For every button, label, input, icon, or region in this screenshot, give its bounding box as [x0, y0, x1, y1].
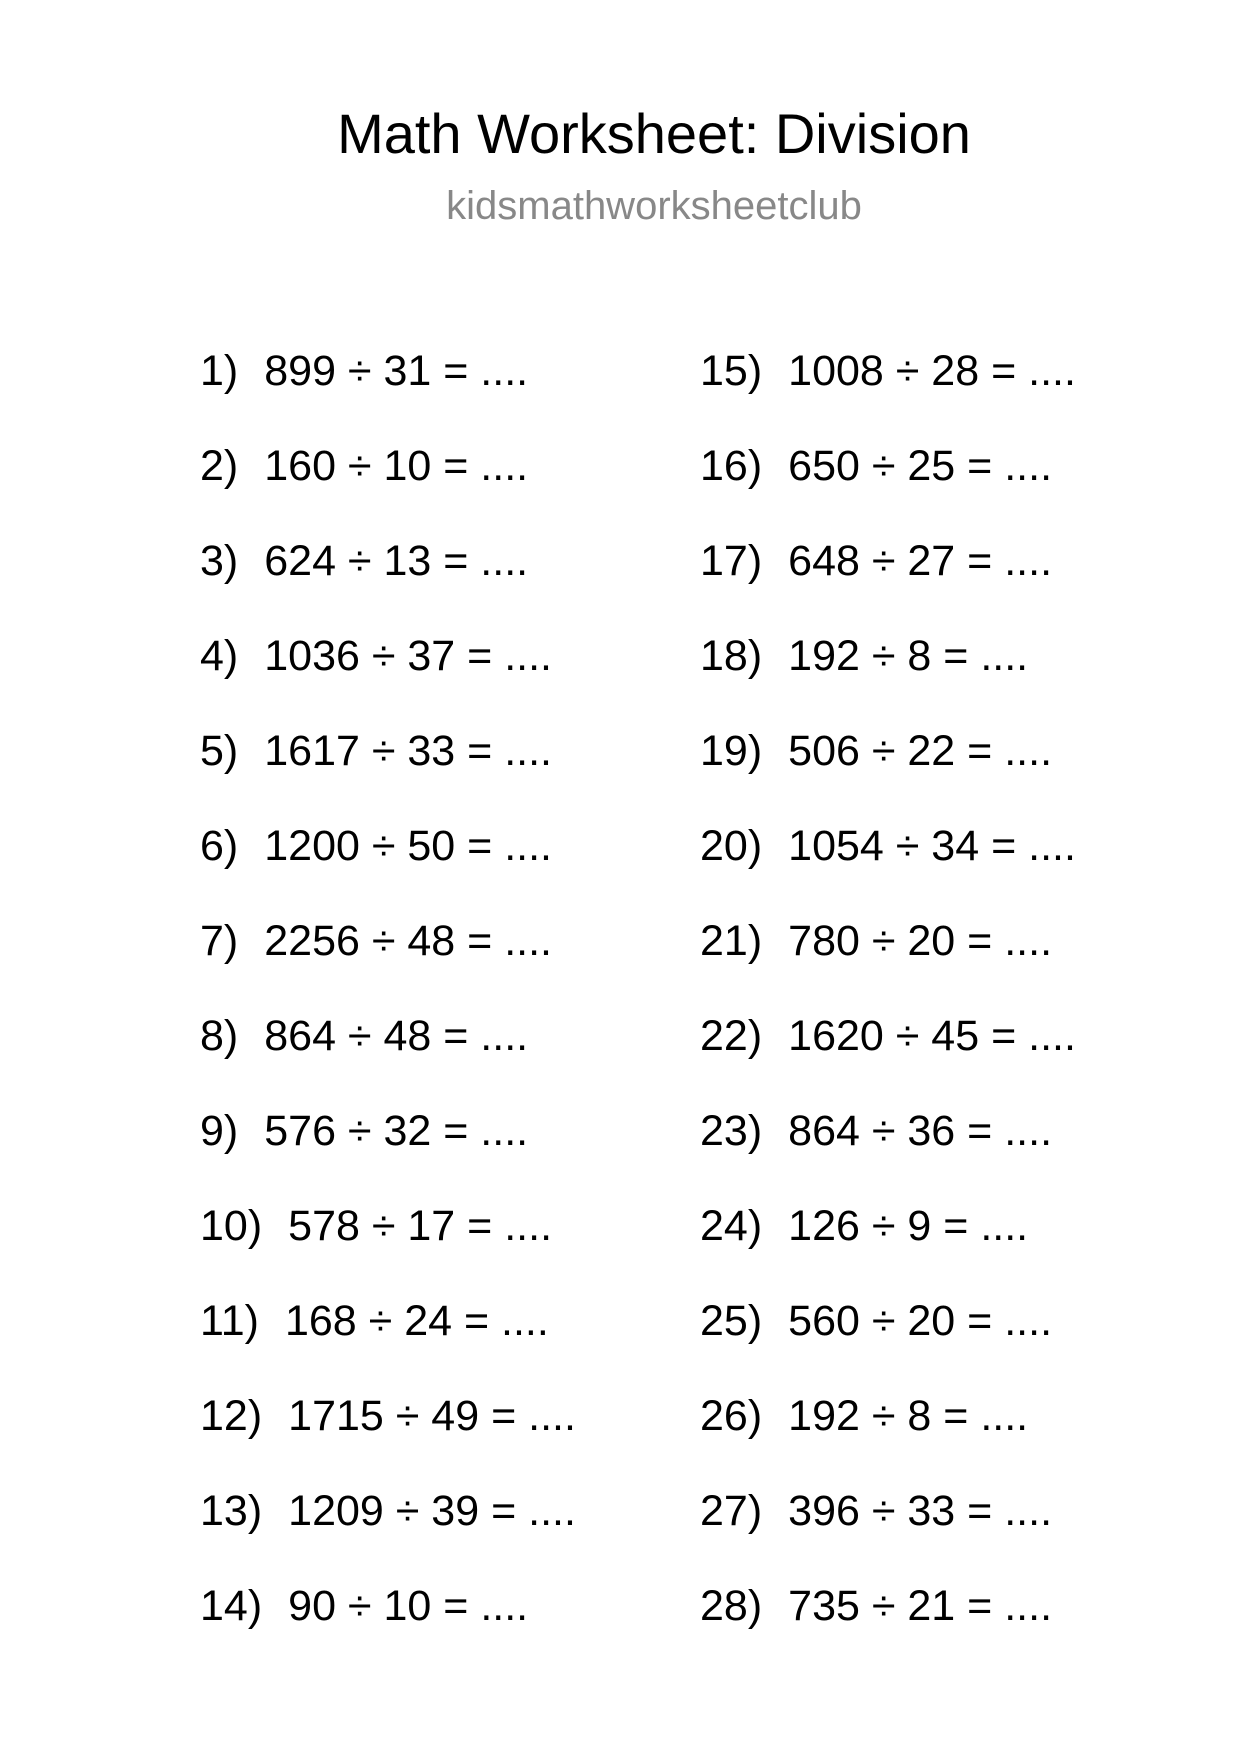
problem-expression: 1036 ÷ 37 = ....: [264, 632, 553, 680]
problem-expression: 899 ÷ 31 = ....: [264, 347, 529, 395]
problem-item: [200, 1105, 576, 1200]
problem-number: 18): [700, 632, 763, 680]
problem-number: 3): [200, 537, 239, 585]
problem-item: [700, 630, 1076, 725]
problem-item: [200, 630, 576, 725]
problem-item: [200, 1485, 576, 1580]
problem-expression: 192 ÷ 8 = ....: [788, 1392, 1029, 1440]
problem-number: 16): [700, 442, 763, 490]
problem-expression: 1054 ÷ 34 = ....: [788, 822, 1076, 870]
problem-number: 6): [200, 822, 239, 870]
problem-number: 5): [200, 727, 239, 775]
problem-number: 15): [700, 347, 763, 395]
problem-item: [700, 440, 1076, 535]
problem-number: 8): [200, 1012, 239, 1060]
problem-item: [200, 345, 576, 440]
problem-number: 7): [200, 917, 239, 965]
problem-expression: 2256 ÷ 48 = ....: [264, 917, 553, 965]
problem-expression: 578 ÷ 17 = ....: [288, 1202, 553, 1250]
problem-item: [200, 1200, 576, 1295]
problem-item: [700, 1105, 1076, 1200]
problem-number: 17): [700, 537, 763, 585]
page-title: Math Worksheet: Division: [337, 102, 971, 165]
problem-item: [200, 1010, 576, 1105]
problem-number: 10): [200, 1202, 263, 1250]
problem-expression: 160 ÷ 10 = ....: [264, 442, 529, 490]
problem-number: 21): [700, 917, 763, 965]
problem-item: [700, 725, 1076, 820]
problem-number: 9): [200, 1107, 239, 1155]
problem-expression: 1008 ÷ 28 = ....: [788, 347, 1076, 395]
problem-number: 27): [700, 1487, 763, 1535]
problem-expression: 735 ÷ 21 = ....: [788, 1582, 1053, 1630]
problem-item: [200, 535, 576, 630]
problem-item: [200, 1580, 576, 1675]
problem-number: 19): [700, 727, 763, 775]
problem-item: [200, 1295, 576, 1390]
problem-column-left: [200, 345, 576, 1675]
problem-expression: 1200 ÷ 50 = ....: [264, 822, 553, 870]
problem-expression: 624 ÷ 13 = ....: [264, 537, 529, 585]
problem-item: [200, 820, 576, 915]
problem-expression: 780 ÷ 20 = ....: [788, 917, 1053, 965]
problem-expression: 396 ÷ 33 = ....: [788, 1487, 1053, 1535]
problem-number: 14): [200, 1582, 263, 1630]
problem-item: [200, 440, 576, 535]
problem-item: [700, 1580, 1076, 1675]
problem-item: [200, 915, 576, 1010]
problem-expression: 1617 ÷ 33 = ....: [264, 727, 553, 775]
problem-number: 4): [200, 632, 239, 680]
problem-item: [700, 1390, 1076, 1485]
problem-number: 12): [200, 1392, 263, 1440]
problem-item: [700, 1485, 1076, 1580]
problem-number: 1): [200, 347, 239, 395]
problem-item: [200, 725, 576, 820]
problem-item: [700, 820, 1076, 915]
problem-expression: 864 ÷ 48 = ....: [264, 1012, 529, 1060]
problem-item: [700, 1200, 1076, 1295]
problem-expression: 1620 ÷ 45 = ....: [788, 1012, 1076, 1060]
problem-expression: 168 ÷ 24 = ....: [284, 1297, 549, 1345]
problem-number: 13): [200, 1487, 263, 1535]
problem-item: [200, 1390, 576, 1485]
problem-number: 24): [700, 1202, 763, 1250]
problem-item: [700, 1295, 1076, 1390]
problem-expression: 576 ÷ 32 = ....: [264, 1107, 529, 1155]
page-subtitle: kidsmathworksheetclub: [446, 184, 862, 228]
problem-number: 28): [700, 1582, 763, 1630]
problem-expression: 560 ÷ 20 = ....: [788, 1297, 1053, 1345]
problem-number: 26): [700, 1392, 763, 1440]
problem-number: 20): [700, 822, 763, 870]
problem-item: [700, 915, 1076, 1010]
problem-column-right: [700, 345, 1076, 1675]
problem-expression: 864 ÷ 36 = ....: [788, 1107, 1053, 1155]
problem-expression: 650 ÷ 25 = ....: [788, 442, 1053, 490]
problem-expression: 1209 ÷ 39 = ....: [288, 1487, 576, 1535]
problem-expression: 648 ÷ 27 = ....: [788, 537, 1053, 585]
problem-number: 22): [700, 1012, 763, 1060]
problem-expression: 126 ÷ 9 = ....: [788, 1202, 1029, 1250]
problem-expression: 192 ÷ 8 = ....: [788, 632, 1029, 680]
problem-number: 11): [200, 1297, 259, 1345]
problem-item: [700, 535, 1076, 630]
problem-number: 23): [700, 1107, 763, 1155]
problem-expression: 506 ÷ 22 = ....: [788, 727, 1053, 775]
problem-number: 2): [200, 442, 239, 490]
problem-number: 25): [700, 1297, 763, 1345]
problem-expression: 90 ÷ 10 = ....: [288, 1582, 529, 1630]
problem-item: [700, 1010, 1076, 1105]
problem-item: [700, 345, 1076, 440]
problem-expression: 1715 ÷ 49 = ....: [288, 1392, 576, 1440]
